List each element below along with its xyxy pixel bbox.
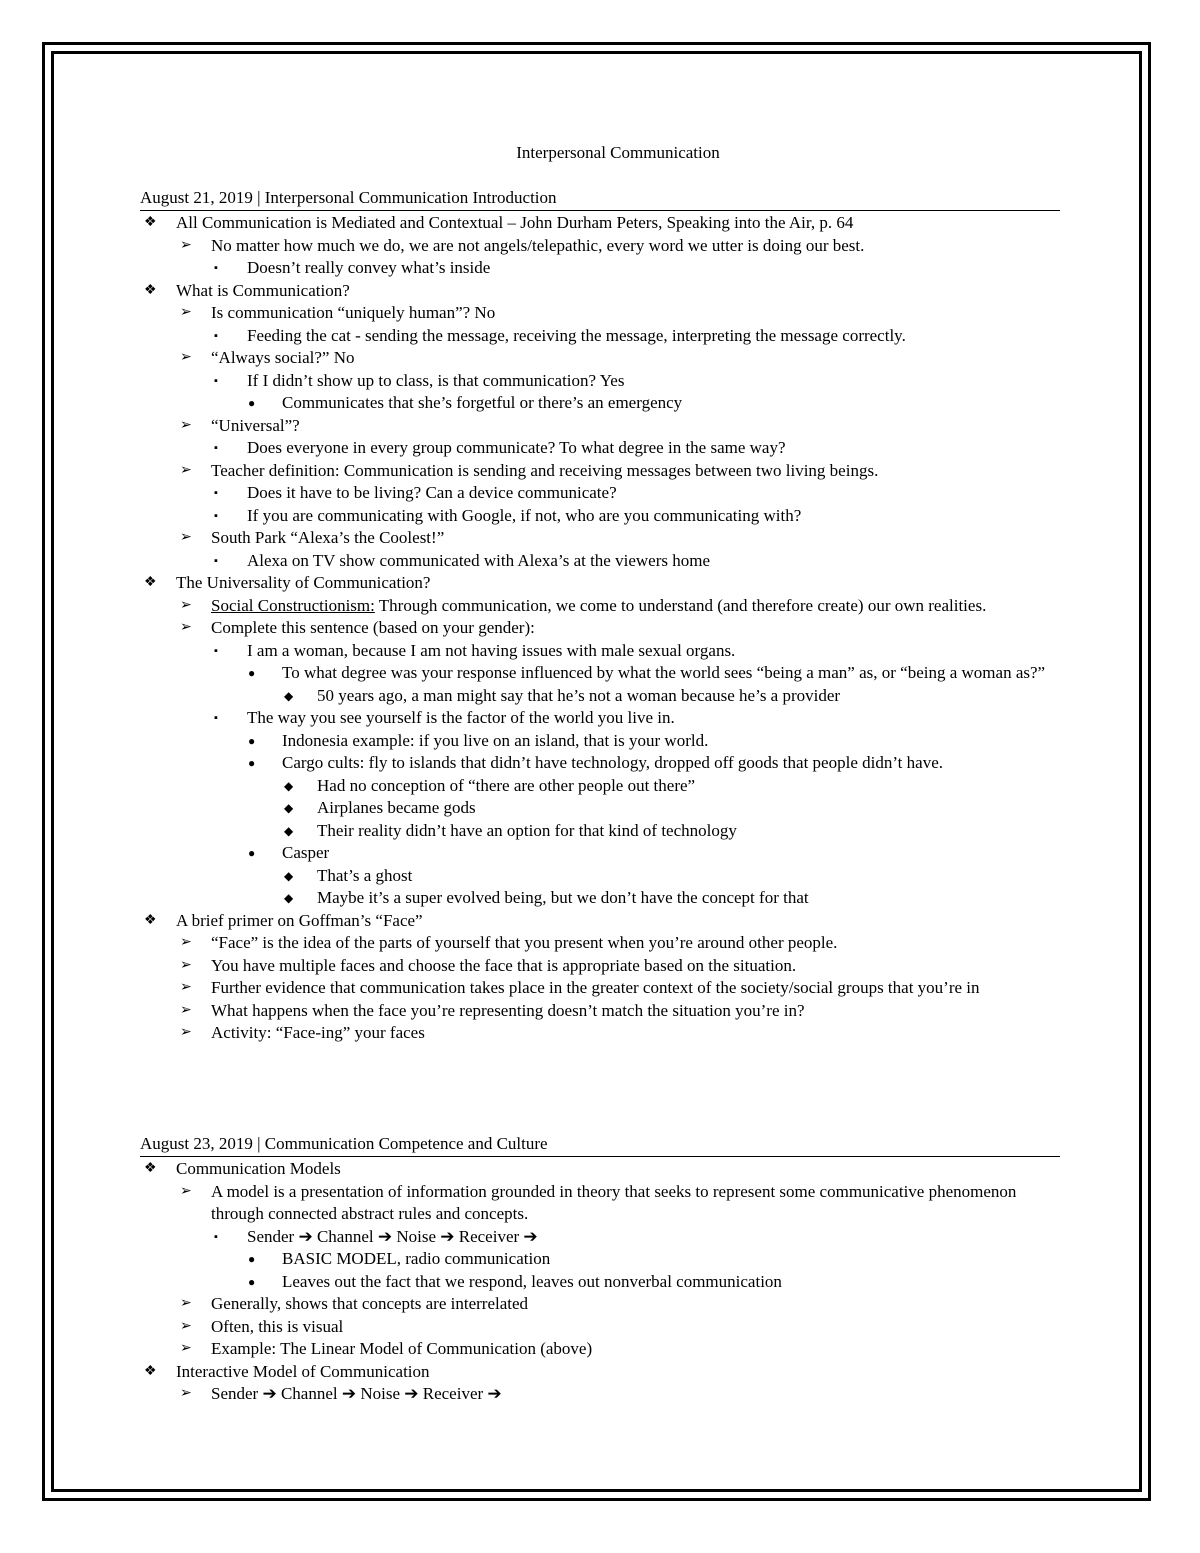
list-item xyxy=(140,730,1060,753)
bullet-icon: ❖ xyxy=(144,1161,157,1176)
list-item xyxy=(140,865,1060,888)
list-item xyxy=(140,1338,1060,1361)
bullet-icon: ◆ xyxy=(284,801,294,815)
list-item-text: Further evidence that communication takes place in the greater context of the society/social groups that you’re in xyxy=(211,978,980,997)
bullet-icon: ➢ xyxy=(180,417,192,433)
term-definition: Through communication, we come to understand (and therefore create) our own realities. xyxy=(374,595,987,615)
bullet-icon: ● xyxy=(248,846,256,860)
list-item-text: Complete this sentence (based on your gender): xyxy=(211,618,535,637)
list-item xyxy=(140,595,1060,618)
document-title: Interpersonal Communication xyxy=(516,143,720,162)
list-item-text: Maybe it’s a super evolved being, but we don’t have the concept for that xyxy=(317,888,809,907)
list-item xyxy=(140,460,1060,483)
list-item xyxy=(140,617,1060,640)
list-item-text: Sender ➔ Channel ➔ Noise ➔ Receiver ➔ xyxy=(211,1384,502,1403)
list-item xyxy=(140,280,1060,303)
section-header: August 23, 2019 | Communication Competence and Culture xyxy=(140,1133,1060,1157)
bullet-icon: ● xyxy=(248,1274,256,1289)
list-item-text: Had no conception of “there are other people out there” xyxy=(317,775,696,795)
bullet-icon: ▪ xyxy=(214,262,218,274)
list-item-text: Generally, shows that concepts are interrelated xyxy=(211,1294,529,1313)
list-item-text: I am a woman, because I am not having issues with male sexual organs. xyxy=(247,640,736,660)
bullet-icon: ➢ xyxy=(180,1002,192,1018)
bullet-icon: ◆ xyxy=(284,778,294,793)
list-item xyxy=(140,415,1060,438)
list-item xyxy=(140,1293,1060,1316)
list-item xyxy=(140,1158,1060,1181)
list-item-text: No matter how much we do, we are not angels/telepathic, every word we utter is doing our best. xyxy=(211,235,865,255)
list-item xyxy=(140,302,1060,325)
term-underlined: Social Constructionism: xyxy=(211,595,375,615)
bullet-icon: ❖ xyxy=(144,1363,157,1379)
list-item-text: Cargo cults: fly to islands that didn’t have technology, dropped off goods that people didn’t have. xyxy=(282,753,943,772)
bullet-icon: ❖ xyxy=(144,912,157,928)
list-item-text: Interactive Model of Communication xyxy=(176,1361,430,1381)
bullet-icon: ◆ xyxy=(284,868,294,883)
section xyxy=(140,1133,1060,1406)
bullet-icon: ❖ xyxy=(144,215,157,230)
bullet-icon: ▪ xyxy=(214,487,218,499)
list-item xyxy=(140,235,1060,258)
list-item-text: That’s a ghost xyxy=(317,865,413,885)
list-item-text: Often, this is visual xyxy=(211,1316,344,1336)
list-item xyxy=(140,775,1060,798)
list-item-text: The Universality of Communication? xyxy=(176,573,431,592)
list-item xyxy=(140,1022,1060,1045)
bullet-icon: ➢ xyxy=(180,1296,192,1311)
list-item-text: Communicates that she’s forgetful or there’s an emergency xyxy=(282,393,683,412)
list-item xyxy=(140,1226,1060,1249)
bullet-icon: ➢ xyxy=(180,1183,192,1199)
list-item-text: Teacher definition: Communication is sending and receiving messages between two living beings. xyxy=(211,460,879,480)
bullet-icon: ➢ xyxy=(180,980,192,995)
list-item xyxy=(140,707,1060,730)
bullet-icon: ▪ xyxy=(214,644,218,657)
list-item xyxy=(140,482,1060,505)
list-item-text: Communication Models xyxy=(176,1159,341,1178)
bullet-icon: ▪ xyxy=(214,374,218,387)
list-item-text: Feeding the cat - sending the message, receiving the message, interpreting the message correctly. xyxy=(247,325,906,345)
list-item xyxy=(140,1383,1060,1406)
bullet-icon: ➢ xyxy=(180,305,192,320)
bullet-icon: ➢ xyxy=(180,1386,192,1401)
list-item xyxy=(140,212,1060,235)
list-item xyxy=(140,932,1060,955)
bullet-icon: ▪ xyxy=(214,509,218,522)
list-item xyxy=(140,842,1060,865)
list-item-text: Sender ➔ Channel ➔ Noise ➔ Receiver ➔ xyxy=(247,1226,538,1246)
list-item xyxy=(140,1316,1060,1339)
list-item xyxy=(140,505,1060,528)
bullet-icon: ➢ xyxy=(180,1341,192,1356)
bullet-icon: ➢ xyxy=(180,237,192,253)
bullet-icon: ● xyxy=(248,396,256,410)
list-item xyxy=(140,550,1060,573)
list-item xyxy=(140,527,1060,550)
section xyxy=(140,187,1060,1045)
list-item xyxy=(140,752,1060,775)
bullet-icon: ➢ xyxy=(180,462,192,478)
bullet-icon: ▪ xyxy=(214,1230,218,1243)
list-item-text: Example: The Linear Model of Communication (above) xyxy=(211,1339,593,1358)
list-item xyxy=(140,977,1060,1000)
list-item-text: Is communication “uniquely human”? No xyxy=(211,303,496,322)
bullet-icon: ➢ xyxy=(180,935,192,950)
list-item xyxy=(140,955,1060,978)
list-item-text: Leaves out the fact that we respond, leaves out nonverbal communication xyxy=(282,1271,782,1291)
list-item xyxy=(140,797,1060,820)
list-item-text: What is Communication? xyxy=(176,280,350,300)
list-item-text: Does everyone in every group communicate? To what degree in the same way? xyxy=(247,438,786,457)
list-item xyxy=(140,1181,1060,1226)
list-item xyxy=(140,910,1060,933)
list-item xyxy=(140,887,1060,910)
list-item-text: Does it have to be living? Can a device communicate? xyxy=(247,483,617,502)
list-item xyxy=(140,437,1060,460)
bullet-icon: ◆ xyxy=(284,891,294,905)
list-item-text: Their reality didn’t have an option for that kind of technology xyxy=(317,820,737,840)
bullet-icon: ➢ xyxy=(180,1025,192,1040)
list-item xyxy=(140,572,1060,595)
bullet-icon: ➢ xyxy=(180,350,192,365)
list-item-text: Indonesia example: if you live on an island, that is your world. xyxy=(282,730,709,750)
list-item-text: “Universal”? xyxy=(211,415,300,435)
list-item xyxy=(140,820,1060,843)
list-item-text: BASIC MODEL, radio communication xyxy=(282,1249,551,1268)
list-item-text: “Always social?” No xyxy=(211,348,355,367)
list-item-text: Airplanes became gods xyxy=(317,798,476,817)
list-item-text: If I didn’t show up to class, is that communication? Yes xyxy=(247,370,625,390)
bullet-icon: ◆ xyxy=(284,688,294,703)
list-item-text: 50 years ago, a man might say that he’s not a woman because he’s a provider xyxy=(317,685,841,705)
list-item xyxy=(140,347,1060,370)
list-item xyxy=(140,685,1060,708)
bullet-icon: ➢ xyxy=(180,620,192,635)
list-item-text: A brief primer on Goffman’s “Face” xyxy=(176,910,423,930)
list-item xyxy=(140,257,1060,280)
list-item-text: Activity: “Face-ing” your faces xyxy=(211,1023,425,1042)
bullet-icon: ▪ xyxy=(214,329,218,342)
bullet-icon: ▪ xyxy=(214,712,218,724)
list-item-text: “Face” is the idea of the parts of yourself that you present when you’re around other people. xyxy=(211,933,838,952)
bullet-icon: ● xyxy=(248,756,256,770)
bullet-icon: ➢ xyxy=(180,957,192,973)
bullet-icon: ● xyxy=(248,666,256,680)
bullet-icon: ▪ xyxy=(214,554,218,567)
bullet-icon: ➢ xyxy=(180,597,192,613)
list-item xyxy=(140,392,1060,415)
list-item xyxy=(140,640,1060,663)
list-item xyxy=(140,1271,1060,1294)
bullet-icon: ◆ xyxy=(284,823,294,838)
list-item-text: You have multiple faces and choose the face that is appropriate based on the situation. xyxy=(211,955,797,975)
list-item xyxy=(140,1248,1060,1271)
section-header: August 21, 2019 | Interpersonal Communication Introduction xyxy=(140,187,1060,211)
bullet-icon: ❖ xyxy=(144,282,157,298)
list-item xyxy=(140,1000,1060,1023)
bullet-icon: ➢ xyxy=(180,1318,192,1334)
list-item-text: To what degree was your response influenced by what the world sees “being a man” as, or “being a woman as?” xyxy=(282,663,1046,682)
bullet-icon: ➢ xyxy=(180,530,192,545)
list-item xyxy=(140,662,1060,685)
list-item xyxy=(140,1361,1060,1384)
list-item-text xyxy=(211,595,1060,618)
list-item-text: All Communication is Mediated and Contextual – John Durham Peters, Speaking into the Air, p. 64 xyxy=(176,213,854,232)
list-item-text: South Park “Alexa’s the Coolest!” xyxy=(211,528,445,547)
bullet-icon: ● xyxy=(248,1252,256,1266)
list-item-text: Doesn’t really convey what’s inside xyxy=(247,258,491,277)
list-item-text: The way you see yourself is the factor of the world you live in. xyxy=(247,708,675,727)
bullet-icon: ● xyxy=(248,733,256,748)
list-item-text: If you are communicating with Google, if not, who are you communicating with? xyxy=(247,505,802,525)
list-item xyxy=(140,325,1060,348)
list-item-text: Alexa on TV show communicated with Alexa’s at the viewers home xyxy=(247,550,710,570)
bullet-icon: ❖ xyxy=(144,575,157,590)
list-item-text: Casper xyxy=(282,843,330,862)
bullet-icon: ▪ xyxy=(214,442,218,454)
list-item xyxy=(140,370,1060,393)
list-item-text: A model is a presentation of information grounded in theory that seeks to represent some communicative phenomenon through connected abstract rules and concepts. xyxy=(211,1181,1017,1223)
list-item-text: What happens when the face you’re representing doesn’t match the situation you’re in? xyxy=(211,1000,805,1020)
